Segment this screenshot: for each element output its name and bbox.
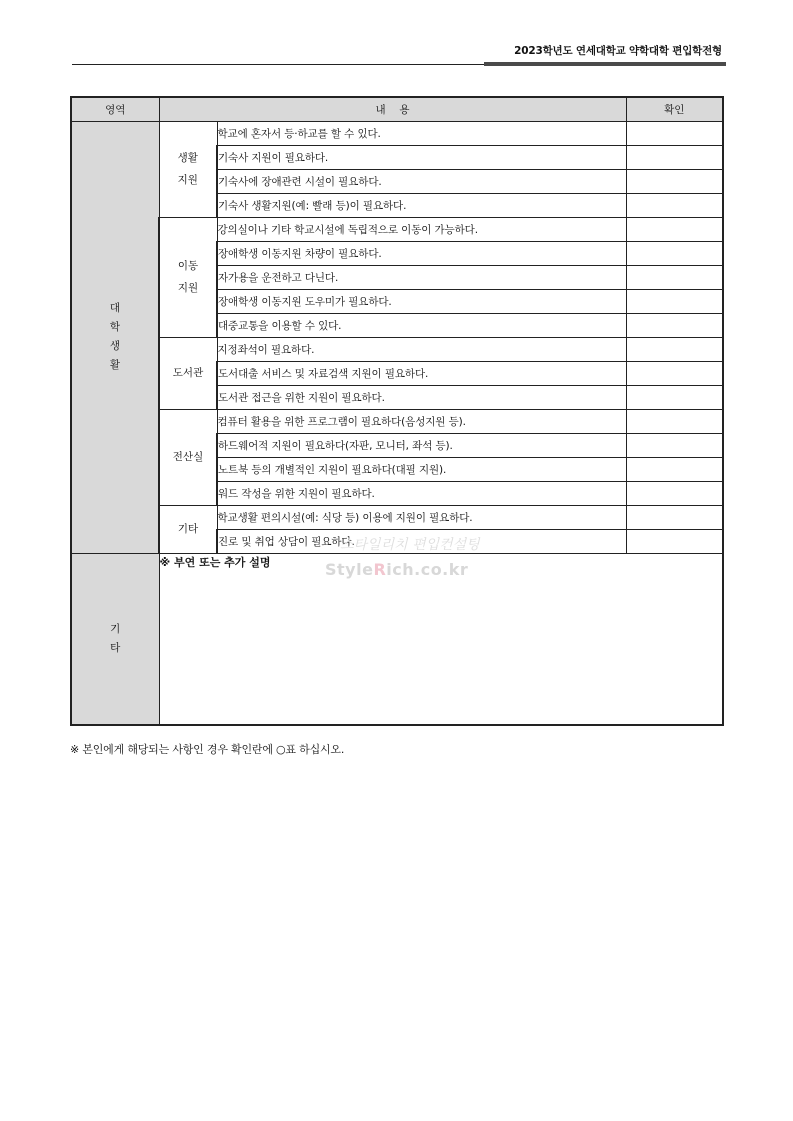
check-cell[interactable]	[626, 145, 723, 169]
item-text: 지정좌석이 필요하다.	[217, 337, 626, 361]
check-cell[interactable]	[626, 241, 723, 265]
item-text: 기숙사 생활지원(예: 빨래 등)이 필요하다.	[217, 193, 626, 217]
table-row	[71, 409, 723, 433]
table-row	[71, 217, 723, 241]
item-text: 하드웨어적 지원이 필요하다(자판, 모니터, 좌석 등).	[217, 433, 626, 457]
check-cell[interactable]	[626, 169, 723, 193]
check-cell[interactable]	[626, 433, 723, 457]
header-check: 확인	[626, 97, 723, 121]
watermark-accent: R	[373, 560, 387, 579]
check-cell[interactable]	[626, 481, 723, 505]
extra-explanation-label: ※ 부연 또는 추가 설명	[159, 555, 271, 569]
watermark-logo	[325, 560, 468, 579]
category-label: 이동 지원	[159, 217, 217, 337]
check-cell[interactable]	[626, 505, 723, 529]
check-cell[interactable]	[626, 409, 723, 433]
support-needs-table	[70, 96, 724, 726]
check-cell[interactable]	[626, 193, 723, 217]
item-text: 기숙사 지원이 필요하다.	[217, 145, 626, 169]
item-text: 진로 및 취업 상담이 필요하다.	[217, 529, 626, 553]
item-text: 도서대출 서비스 및 자료검색 지원이 필요하다.	[217, 361, 626, 385]
item-text: 도서관 접근을 위한 지원이 필요하다.	[217, 385, 626, 409]
check-cell[interactable]	[626, 121, 723, 145]
check-cell[interactable]	[626, 361, 723, 385]
category-label: 전산실	[159, 409, 217, 505]
category-label: 생활 지원	[159, 121, 217, 217]
item-text: 노트북 등의 개별적인 지원이 필요하다(대필 지원).	[217, 457, 626, 481]
item-text: 워드 작성을 위한 지원이 필요하다.	[217, 481, 626, 505]
area-campus-life: 대 학 생 활	[71, 121, 159, 553]
footnote: ※ 본인에게 해당되는 사항인 경우 확인란에 ○표 하십시오.	[70, 743, 345, 756]
header-content: 내 용	[159, 97, 626, 121]
check-cell[interactable]	[626, 289, 723, 313]
item-text: 대중교통을 이용할 수 있다.	[217, 313, 626, 337]
table-row	[71, 337, 723, 361]
item-text: 자가용을 운전하고 다닌다.	[217, 265, 626, 289]
watermark-suffix: ich.co.kr	[386, 560, 469, 579]
header-rule-thick	[484, 62, 726, 66]
check-cell[interactable]	[626, 313, 723, 337]
item-text: 장애학생 이동지원 도우미가 필요하다.	[217, 289, 626, 313]
check-cell[interactable]	[626, 217, 723, 241]
check-cell[interactable]	[626, 265, 723, 289]
item-text: 컴퓨터 활용을 위한 프로그램이 필요하다(음성지원 등).	[217, 409, 626, 433]
item-text: 학교에 혼자서 등·하교를 할 수 있다.	[217, 121, 626, 145]
document-header-title: 2023학년도 연세대학교 약학대학 편입학전형	[514, 45, 722, 57]
header-rule-thin	[72, 64, 484, 65]
table-row	[71, 121, 723, 145]
check-cell[interactable]	[626, 529, 723, 553]
header-area: 영역	[71, 97, 159, 121]
check-cell[interactable]	[626, 337, 723, 361]
table-header-row	[71, 97, 723, 121]
watermark-prefix: Style	[325, 560, 374, 579]
category-label: 기타	[159, 505, 217, 553]
check-cell[interactable]	[626, 385, 723, 409]
area-other: 기 타	[71, 553, 159, 725]
category-label: 도서관	[159, 337, 217, 409]
item-text: 장애학생 이동지원 차량이 필요하다.	[217, 241, 626, 265]
table-row	[71, 505, 723, 529]
watermark-korean: 스타일리치 편입컨설팅	[340, 537, 480, 553]
item-text: 학교생활 편의시설(예: 식당 등) 이용에 지원이 필요하다.	[217, 505, 626, 529]
item-text: 기숙사에 장애관련 시설이 필요하다.	[217, 169, 626, 193]
item-text: 강의실이나 기타 학교시설에 독립적으로 이동이 가능하다.	[217, 217, 626, 241]
check-cell[interactable]	[626, 457, 723, 481]
